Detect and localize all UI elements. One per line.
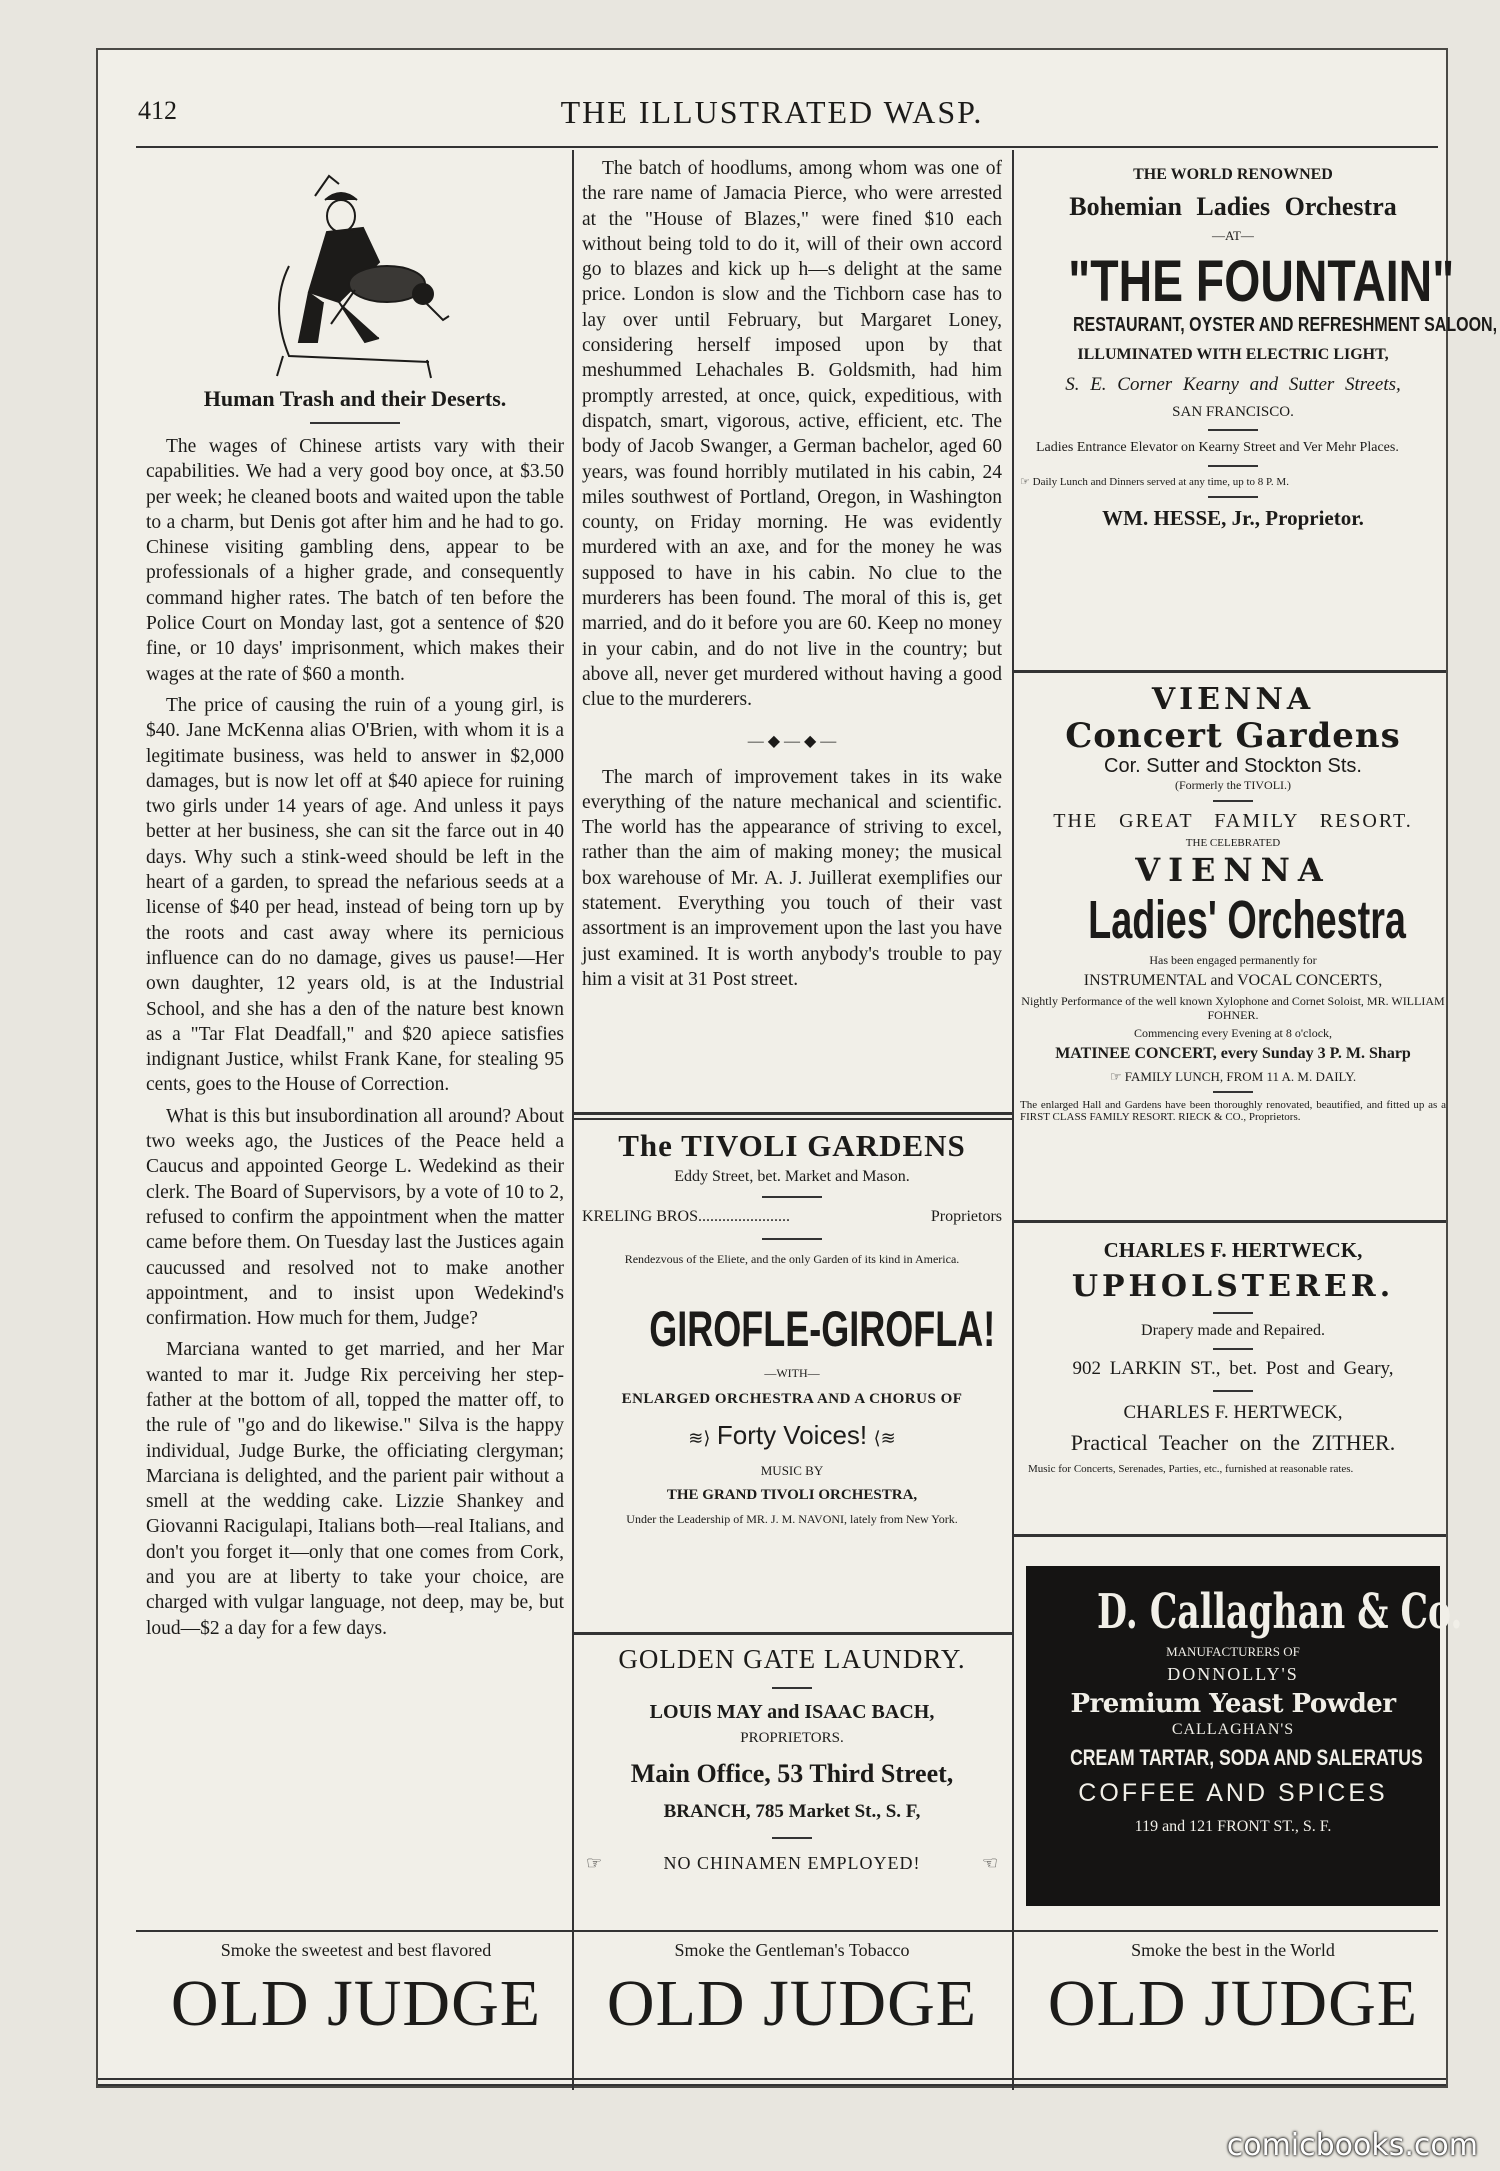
caption-rule xyxy=(310,422,400,424)
pointing-hand-icon: ☞ xyxy=(586,1853,603,1873)
hertweck-name: CHARLES F. HERTWECK, xyxy=(1103,1238,1363,1262)
laundry-owners: LOUIS MAY and ISAAC BACH, xyxy=(649,1701,935,1723)
tivoli-orchestra: ENLARGED ORCHESTRA AND A CHORUS OF xyxy=(621,1391,963,1407)
ad-vienna-concert-gardens xyxy=(1020,682,1446,1123)
fountain-corner: S. E. Corner Kearny and Sutter Streets, xyxy=(1065,374,1401,395)
callaghan-top-rule xyxy=(1014,1534,1446,1537)
callaghan-name: D. Callaghan & Co. xyxy=(1097,1584,1463,1640)
ad-callaghan xyxy=(1026,1566,1463,1906)
vienna-resort: THE GREAT FAMILY RESORT. xyxy=(1053,810,1413,832)
article-march-of-improvement: The march of improvement takes in its wake everything of the nature mechanical and scientific. The world has the appearance of striving to excel, rather than the aim of making money; the musical box warehouse of Mr. A. J. Juillerat exemplifies our statement. Everything you touch of their vast assortment is an improvement upon the last you have just examined. It is worth anybody's trouble to pay him a visit at 31 Post street. xyxy=(582,766,1002,990)
vienna-nightly: Nightly Performance of the well known Xylophone and Cornet Soloist, MR. WILLIAM FOHNER. xyxy=(1021,994,1445,1022)
newspaper-page xyxy=(96,48,1498,2088)
vienna-ladies-orchestra: Ladies' Orchestra xyxy=(1088,890,1406,950)
tivoli-top-rule xyxy=(574,1112,1012,1115)
laundry-notice-line xyxy=(582,1853,1002,1874)
footer-brand-1: OLD JUDGE xyxy=(170,1967,542,2040)
laundry-top-rule xyxy=(574,1632,1012,1635)
laundry-proprietors: PROPRIETORS. xyxy=(740,1730,844,1746)
fountain-renowned: THE WORLD RENOWNED xyxy=(1133,166,1333,183)
footer-bottom-rule xyxy=(98,2078,1446,2080)
right-flourish-icon: ⟨≋ xyxy=(873,1428,896,1448)
footer-brand-2: OLD JUDGE xyxy=(606,1967,978,2040)
tivoli-show-title: GIROFLE-GIROFLA! xyxy=(649,1301,996,1357)
vienna-title: VIENNA xyxy=(1151,682,1315,717)
pointing-hand-icon-2: ☜ xyxy=(981,1853,998,1873)
article-chinese-artists: The wages of Chinese artists vary with their capabilities. We had a very good boy once, at $3.50 per week; he cleaned boots and waited upon the table to a charm, but Denis got after him and he had to go. Chinese visiting gambling dens, appear to be professionals of a higher grade, and consequently command higher rates. The batch of ten before the Police Court on Monday last, got a sentence of $20 fine, or 10 days' imprisonment, which makes their wages at the rate of $60 a month. xyxy=(146,436,564,685)
footer-bottom-rule-2 xyxy=(98,2084,1446,2086)
column-2 xyxy=(582,156,1002,992)
hertweck-rule-2 xyxy=(1213,1348,1253,1350)
fountain-at: —AT— xyxy=(1212,228,1254,243)
fountain-type: RESTAURANT, OYSTER AND REFRESHMENT SALOON, xyxy=(1073,314,1498,336)
article-price-of-ruin: The price of causing the ruin of a young girl, is $40. Jane McKenna alias O'Brien, with whom it is a legitimate business, was held to answer in $2,000 damages, but is now let off at $40 apiece for ruining two girls under 14 years of age. And unless it pays better at her business, she can sit the farce out in 40 days. Why such a stink-weed should be left in the heart of a garden, to spread the nefarious seeds at a license of $40 per head, instead of being torn up by the roots and cast away where its pernicious influence can do no damage, gives us pause!—Her own daughter, 12 years old, is at the Industrial School, and she has a den of the nature best known as a "Tar Flat Deadfall," and $20 apiece satisfies indignant Justice, whilst Frank Kane, for stealing 95 cents, goes to the House of Correction. xyxy=(146,694,564,1096)
footer-ad-3 xyxy=(1020,1940,1446,2040)
tivoli-music-by: MUSIC BY xyxy=(760,1463,824,1478)
vienna-top-rule xyxy=(1014,670,1446,673)
ad-hertweck xyxy=(1020,1238,1446,1476)
tivoli-rule xyxy=(762,1196,822,1198)
vienna-corner: Cor. Sutter and Stockton Sts. xyxy=(1104,755,1362,777)
footer-ad-2 xyxy=(582,1940,1002,2040)
vienna-celebrated: THE CELEBRATED xyxy=(1185,837,1281,849)
tivoli-voices: Forty Voices! xyxy=(716,1420,868,1450)
tivoli-grand-orchestra: THE GRAND TIVOLI ORCHESTRA, xyxy=(666,1487,918,1503)
callaghan-cream: CREAM TARTAR, SODA AND SALERATUS xyxy=(1070,1745,1423,1770)
fountain-proprietor: WM. HESSE, Jr., Proprietor. xyxy=(1102,506,1364,530)
article-marciana: Marciana wanted to get married, and her Mar wanted to mar it. Judge Rix perceiving her step-father at the bottom of all, topped the matter off, to the rule of "go and do likewise." Silva is the happy individual, Judge Burke, the officiating clergyman; Marciana is delighted, and the parient pair without a smell at the wedding cake. Lizzie Shankey and Giovanni Racigulapi, Italians both—real Italians, and don't you forget it—only that one comes from Cork, and you are at liberty to take your choice, are charged with vulgar language, not deep, may be, but loud—$2 a day for a few days. xyxy=(146,1339,564,1639)
fountain-rule xyxy=(1208,429,1258,431)
footer-brand-3: OLD JUDGE xyxy=(1047,1967,1419,2040)
vienna-matinee: MATINEE CONCERT, every Sunday 3 P. M. Sharp xyxy=(1055,1045,1411,1062)
vienna-rule xyxy=(1213,800,1253,802)
vienna-engaged: Has been engaged permanently for xyxy=(1149,953,1317,967)
vienna-gardens: Concert Gardens xyxy=(1065,716,1401,756)
footer-slogan-1: Smoke the sweetest and best flavored xyxy=(220,1940,492,1960)
callaghan-yeast: Premium Yeast Powder xyxy=(1070,1689,1396,1719)
column-1 xyxy=(146,156,564,1641)
tivoli-proprietors-label: Proprietors xyxy=(930,1208,1002,1225)
callaghan-manufacturers: MANUFACTURERS OF xyxy=(1166,1644,1300,1659)
hertweck-music: Music for Concerts, Serenades, Parties, etc., furnished at reasonable rates. xyxy=(1028,1463,1354,1475)
fountain-rule-3 xyxy=(1208,496,1258,498)
pointing-hand-icon-4: ☞ xyxy=(1109,1069,1122,1084)
laundry-main-office: Main Office, 53 Third Street, xyxy=(630,1759,954,1788)
footer-top-rule xyxy=(136,1930,1438,1932)
fountain-electric: ILLUMINATED WITH ELECTRIC LIGHT, xyxy=(1077,346,1389,363)
vienna-rule-2 xyxy=(1213,1091,1253,1093)
hertweck-trade: UPHOLSTERER. xyxy=(1071,1269,1395,1304)
watermark-text: comicbooks.com xyxy=(1226,2128,1478,2163)
laundry-rule-2 xyxy=(772,1837,812,1839)
left-flourish-icon: ≋⟩ xyxy=(688,1428,711,1448)
vienna-family-lunch: FAMILY LUNCH, FROM 11 A. M. DAILY. xyxy=(1124,1069,1357,1084)
tivoli-tagline: Rendezvous of the Eliete, and the only Garden of its kind in America. xyxy=(624,1252,960,1266)
vienna-title-2: VIENNA xyxy=(1135,851,1331,889)
masthead-rule xyxy=(136,146,1438,148)
vienna-enlarged: The enlarged Hall and Gardens have been thoroughly renovated, beautified, and fitted up as a FIRST CLASS FAMILY RESORT. RIECK & CO., Proprietors. xyxy=(1020,1099,1446,1123)
fountain-lunch: Daily Lunch and Dinners served at any time, up to 8 P. M. xyxy=(1032,476,1289,488)
hertweck-teacher: Practical Teacher on the ZITHER. xyxy=(1070,1430,1396,1455)
laundry-rule xyxy=(772,1687,812,1689)
tivoli-proprietors-name: KRELING BROS....................... xyxy=(582,1208,791,1225)
hertweck-name-2: CHARLES F. HERTWECK, xyxy=(1123,1402,1343,1423)
spanking-illustration xyxy=(255,156,455,380)
fountain-name: "THE FOUNTAIN" xyxy=(1068,249,1455,314)
ornament-divider: — ◆ — ◆ — xyxy=(747,732,837,750)
tivoli-address: Eddy Street, bet. Market and Mason. xyxy=(674,1168,910,1185)
ad-tivoli-gardens xyxy=(582,1128,1002,1526)
tivoli-leader: Under the Leadership of MR. J. M. NAVONI, lately from New York. xyxy=(626,1512,958,1526)
masthead-title: THE ILLUSTRATED WASP. xyxy=(560,94,984,130)
page-number: 412 xyxy=(138,96,177,125)
article-insubordination: What is this but insubordination all around? About two weeks ago, the Justices of the Peace held a Caucus and appointed George L. Wedekind as their clerk. The Board of Supervisors, by a vote of 10 to 2, refused to confirm the appointment when the matter came before them. On Tuesday last the Justices again caucussed and resolved not to make another appointment, and to insist upon Wedekind's confirmation. How much for them, Judge? xyxy=(146,1105,564,1330)
laundry-branch: BRANCH, 785 Market St., S. F, xyxy=(663,1801,921,1822)
laundry-notice: NO CHINAMEN EMPLOYED! xyxy=(663,1853,921,1873)
callaghan-coffee: COFFEE AND SPICES xyxy=(1078,1779,1388,1807)
callaghan-donnolly: DONNOLLY'S xyxy=(1167,1664,1299,1684)
footer-slogan-2: Smoke the Gentleman's Tobacco xyxy=(674,1940,910,1960)
tivoli-top-rule-2 xyxy=(574,1118,1012,1120)
hertweck-address: 902 LARKIN ST., bet. Post and Geary, xyxy=(1072,1358,1394,1379)
tivoli-proprietors xyxy=(582,1208,1002,1226)
article-hoodlums: The batch of hoodlums, among whom was one of the rare name of Jamacia Pierce, who were arrested at the "House of Blazes," were fined $10 each without being told to do it, will of their own accord go to blazes and kick up h—s delight at the same price. London is slow and the Tichborn case has to lay over until February, but Margaret Loney, considering herself imposed upon by that meshummed Lehachales B. Goldsmith, had him promptly arrested, at once, quick, expeditious, with dispatch, smart, vigorous, active, efficient, etc. The body of Jacob Swanger, a German bachelor, aged 60 years, was found horribly mutilated in his cabin, 24 miles southwest of Portland, Oregon, in Washington county, on Friday morning. He was evidently murdered with an axe, and for the money he was supposed to have in his cabin. No clue to the murderers has been found. The moral of this is, get married, and do it before you are 60. Keep no money in your cabin, and do not live in the country; but above all, never get murdered without having a good clue to the murderers. xyxy=(582,158,1002,711)
fountain-city: SAN FRANCISCO. xyxy=(1172,404,1294,420)
tivoli-rule-2 xyxy=(762,1238,822,1240)
hertweck-rule xyxy=(1213,1312,1253,1314)
hertweck-top-rule xyxy=(1014,1220,1446,1223)
hertweck-drapery: Drapery made and Repaired. xyxy=(1141,1322,1325,1339)
tivoli-with: —WITH— xyxy=(764,1366,820,1380)
pointing-hand-icon-3: ☞ xyxy=(1020,476,1030,488)
ad-golden-gate-laundry xyxy=(582,1644,1002,1874)
column-divider-1 xyxy=(572,150,574,2090)
illustration-caption: Human Trash and their Deserts. xyxy=(203,386,507,411)
callaghan-address: 119 and 121 FRONT ST., S. F. xyxy=(1134,1818,1332,1835)
fountain-orchestra: Bohemian Ladies Orchestra xyxy=(1069,192,1397,221)
vienna-concerts: INSTRUMENTAL and VOCAL CONCERTS, xyxy=(1083,972,1383,989)
fountain-rule-2 xyxy=(1208,465,1258,467)
column-divider-2 xyxy=(1012,150,1014,2090)
tivoli-title: The TIVOLI GARDENS xyxy=(618,1128,966,1163)
fountain-entrance: Ladies Entrance Elevator on Kearny Street and Ver Mehr Places. xyxy=(1036,440,1399,455)
footer-slogan-3: Smoke the best in the World xyxy=(1131,1940,1335,1960)
callaghan-callaghans: CALLAGHAN'S xyxy=(1171,1721,1295,1738)
vienna-evening: Commencing every Evening at 8 o'clock, xyxy=(1133,1026,1333,1040)
footer-ad-1 xyxy=(146,1940,566,2040)
vienna-formerly: (Formerly the TIVOLI.) xyxy=(1174,778,1292,792)
laundry-title: GOLDEN GATE LAUNDRY. xyxy=(618,1644,966,1674)
hertweck-rule-3 xyxy=(1213,1390,1253,1392)
ad-the-fountain xyxy=(1020,166,1498,531)
